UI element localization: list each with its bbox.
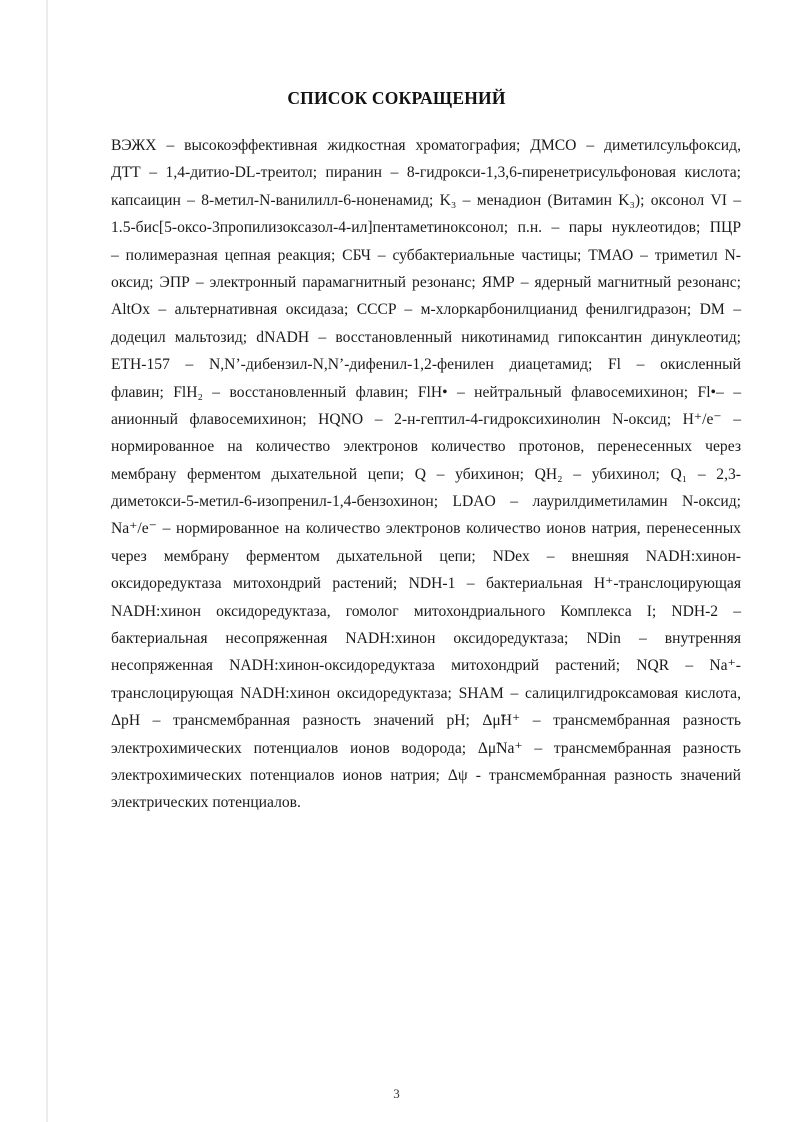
text-line: нормированное на количество электронов количество протонов, перенесенных через: [111, 438, 741, 456]
page-edge-shadow: [46, 0, 48, 1122]
text-line: электрохимических потенциалов ионов натрия; Δψ - трансмембранная разность значений: [111, 766, 741, 784]
text-line: флавин; FlH₂ – восстановленный флавин; FlH• – нейтральный флавосемихинон; Fl•– –: [111, 383, 741, 401]
text-line: Na⁺/e⁻ – нормированное на количество электронов количество ионов натрия, перенесенных: [111, 520, 741, 538]
text-line: электрохимических потенциалов ионов водорода; Δμ̃Na⁺ – трансмембранная разность: [111, 739, 741, 757]
text-line: через мембрану ферментом дыхательной цепи; NDex – внешняя NADH:хинон-: [111, 547, 741, 565]
text-line: додецил мальтозид; dNADH – восстановленный никотинамид гипоксантин динуклеотид;: [111, 328, 741, 346]
text-line: ДТТ – 1,4-дитио-DL-треитол; пиранин – 8-гидрокси-1,3,6-пиренетрисульфоновая кислота;: [111, 164, 741, 182]
text-line: ETH-157 – N,N’-дибензил-N,N’-дифенил-1,2-фенилен диацетамид; Fl – окисленный: [111, 356, 741, 374]
text-line: – полимеразная цепная реакция; СБЧ – суббактериальные частицы; ТМАО – триметил N-: [111, 246, 741, 264]
page-title: СПИСОК СОКРАЩЕНИЙ: [287, 88, 506, 108]
text-line: диметокси-5-метил-6-изопренил-1,4-бензохинон; LDAO – лаурилдиметиламин N-оксид;: [111, 493, 741, 511]
text-line: оксидоредуктаза митохондрий растений; NDH-1 – бактериальная H⁺-транслоцирующая: [111, 575, 741, 593]
text-line: 1.5-бис[5-оксо-3пропилизоксазол-4-ил]пентаметиноксонол; п.н. – пары нуклеотидов; ПЦР: [111, 219, 741, 237]
text-line: мембрану ферментом дыхательной цепи; Q – убихинон; QH₂ – убихинол; Q₁ – 2,3-: [111, 465, 741, 483]
text-line: оксид; ЭПР – электронный парамагнитный резонанс; ЯМР – ядерный магнитный резонанс;: [111, 273, 741, 291]
page-number: 3: [393, 1086, 400, 1101]
text-line: транслоцирующая NADH:хинон оксидоредуктаза; SHAM – салицилгидроксамовая кислота,: [111, 684, 741, 702]
text-line: ΔpH – трансмембранная разность значений pH; Δμ̃H⁺ – трансмембранная разность: [111, 712, 741, 730]
text-line: ВЭЖХ – высокоэффективная жидкостная хроматография; ДМСО – диметилсульфоксид,: [111, 137, 741, 154]
text-line: анионный флавосемихинон; HQNO – 2-н-гептил-4-гидроксихинолин N-оксид; H⁺/e⁻ –: [111, 410, 741, 428]
text-line: бактериальная несопряженная NADH:хинон оксидоредуктаза; NDin – внутренняя: [111, 630, 741, 648]
text-line: NADH:хинон оксидоредуктаза, гомолог митохондриального Комплекса I; NDH-2 –: [111, 602, 741, 620]
text-line: несопряженная NADH:хинон-оксидоредуктаза митохондрий растений; NQR – Na⁺-: [111, 657, 741, 675]
abbreviations-paragraph: [111, 132, 741, 817]
text-line: электрических потенциалов.: [111, 794, 301, 812]
text-line: AltOx – альтернативная оксидаза; CCCP – м-хлоркарбонилцианид фенилгидразон; DM –: [111, 301, 741, 319]
text-line: капсаицин – 8-метил-N-ванилилл-6-ноненамид; K₃ – менадион (Витамин K₃); оксонол VI –: [111, 191, 741, 209]
